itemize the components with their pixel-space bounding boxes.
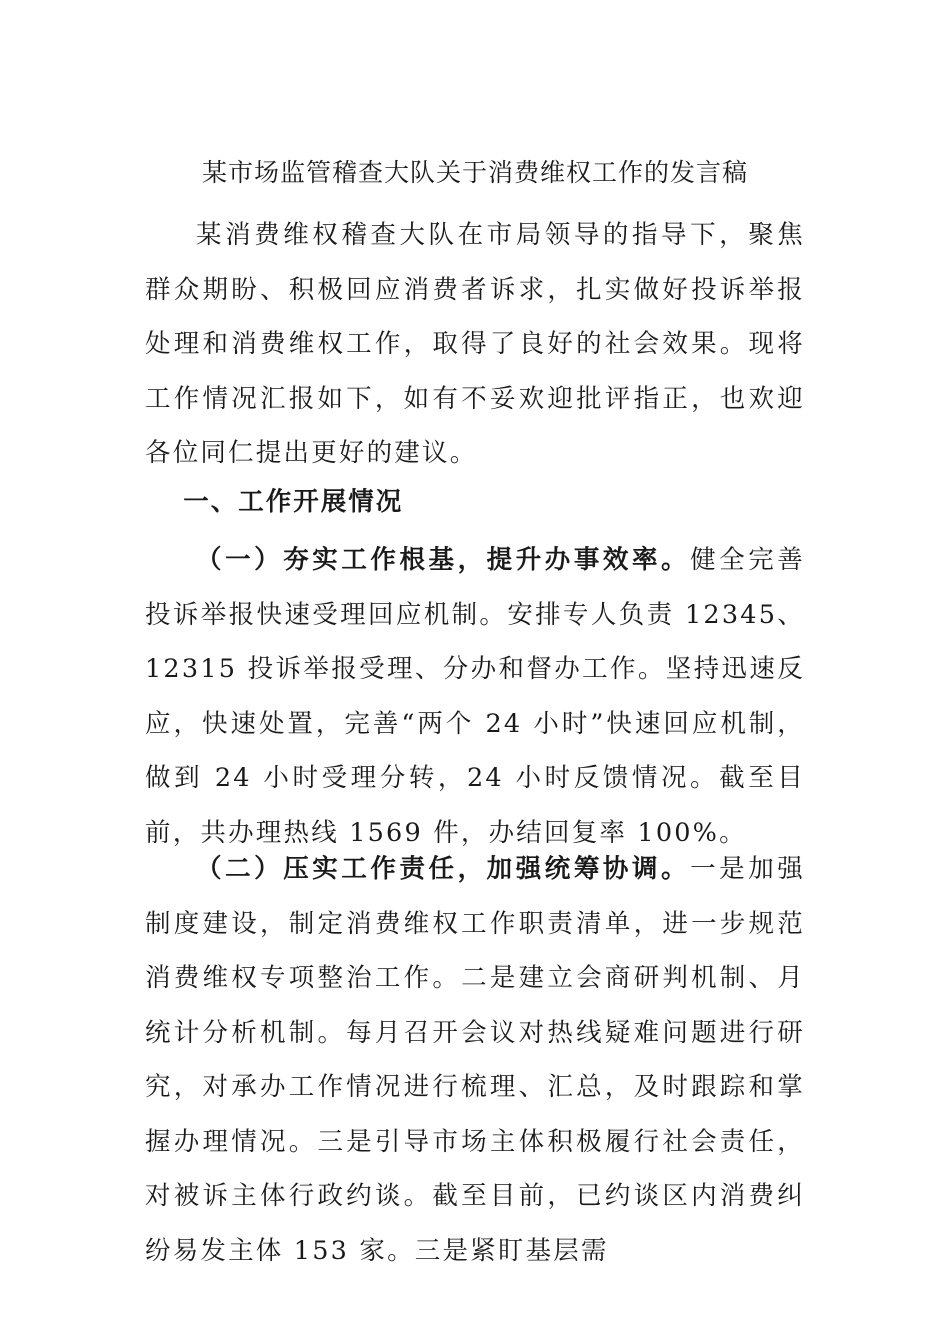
intro-paragraph: 某消费维权稽查大队在市局领导的指导下，聚焦群众期盼、积极回应消费者诉求，扎实做好投诉举报处理和消费维权工作，取得了良好的社会效果。现将工作情况汇报如下，如有不妥欢迎批评指正，也欢迎各位同仁提出更好的建议。	[145, 220, 805, 468]
document-title: 某市场监管稽查大队关于消费维权工作的发言稿	[201, 158, 748, 187]
subsection-2-body: 一是加强制度建设，制定消费维权工作职责清单，进一步规范消费维权专项整治工作。二是建立会商研判机制、月统计分析机制。每月召开会议对热线疑难问题进行研究，对承办工作情况进行梳理、汇总，及时跟踪和掌握办理情况。三是引导市场主体积极履行社会责任，对被诉主体行政约谈。截至目前，已约谈区内消费纠纷易发主体 153 家。三是紧盯基层需	[145, 854, 805, 1266]
subsection-1-lead: （一）夯实工作根基，提升办事效率。	[196, 545, 691, 575]
subsection-1-paragraph	[145, 533, 805, 860]
subsection-2-lead: （二）压实工作责任，加强统筹协调。	[196, 854, 691, 884]
subsection-2-paragraph	[145, 842, 805, 1278]
section-heading: 一、工作开展情况	[183, 487, 404, 517]
subsection-1-body: 健全完善投诉举报快速受理回应机制。安排专人负责 12345、12315 投诉举报受理、分办和督办工作。坚持迅速反应，快速处置，完善“两个 24 小时”快速回应机制，做到 24 小时受理分转，24 小时反馈情况。截至目前，共办理热线 1569 件，办结回复率 100%。	[145, 545, 805, 848]
